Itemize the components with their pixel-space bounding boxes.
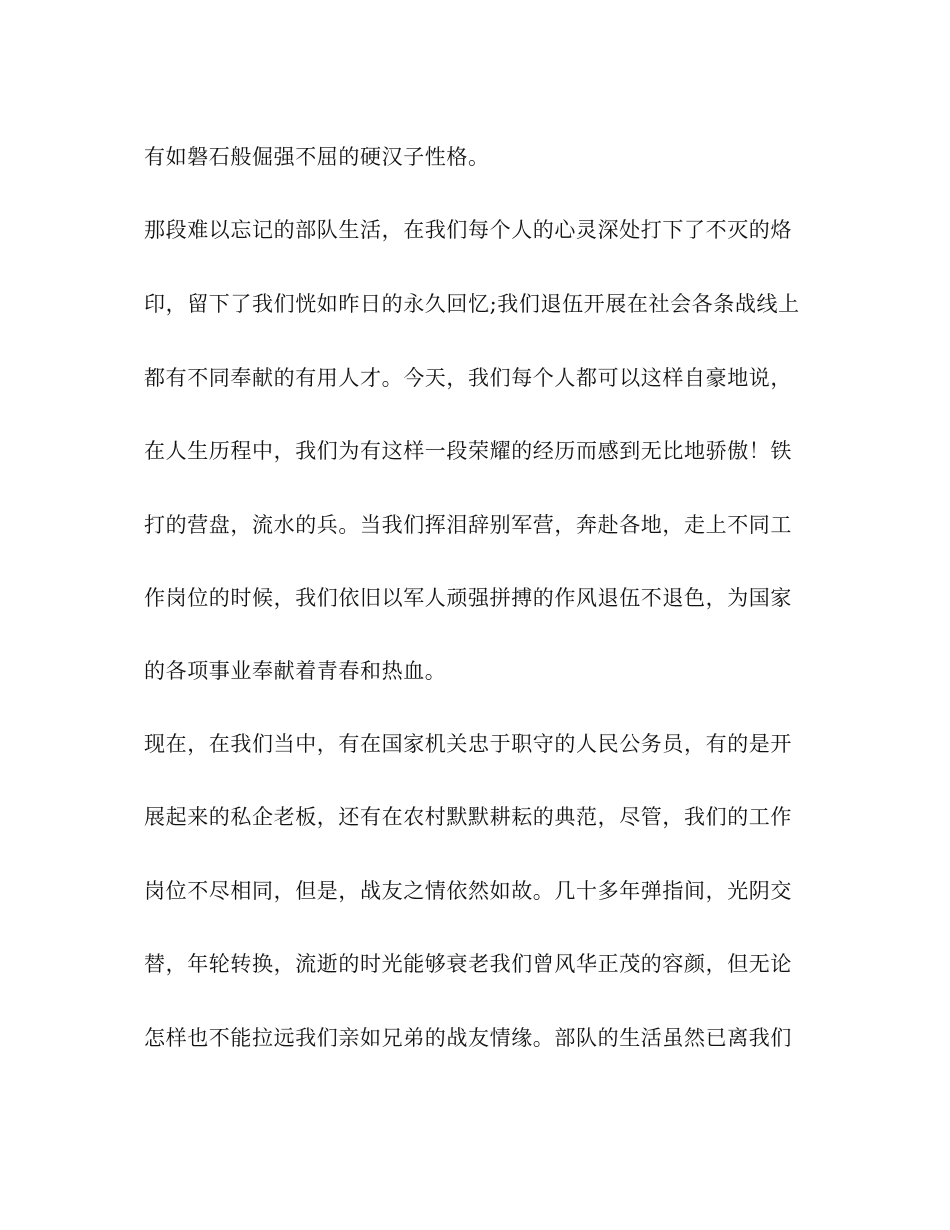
text-line: 现在，在我们当中，有在国家机关忠于职守的人民公务员，有的是开 xyxy=(144,732,792,756)
text-line: 岗位不尽相同，但是，战友之情依然如故。几十多年弹指间，光阴交 xyxy=(144,879,792,903)
text-line: 怎样也不能拉远我们亲如兄弟的战友情缘。部队的生活虽然已离我们 xyxy=(144,1026,792,1050)
text-line: 展起来的私企老板，还有在农村默默耕耘的典范，尽管，我们的工作 xyxy=(144,805,792,829)
text-line: 那段难以忘记的部队生活，在我们每个人的心灵深处打下了不灭的烙 xyxy=(144,218,792,242)
text-line: 作岗位的时候，我们依旧以军人顽强拼搏的作风退伍不退色，为国家 xyxy=(144,586,792,610)
text-line: 打的营盘，流水的兵。当我们挥泪辞别军营，奔赴各地，走上不同工 xyxy=(144,513,792,537)
text-line: 都有不同奉献的有用人才。今天，我们每个人都可以这样自豪地说， xyxy=(144,366,792,390)
text-line: 的各项事业奉献着青春和热血。 xyxy=(144,659,447,683)
text-line: 印，留下了我们恍如昨日的永久回忆;我们退伍开展在社会各条战线上 xyxy=(144,292,800,316)
text-line: 有如磐石般倔强不屈的硬汉子性格。 xyxy=(144,145,490,169)
text-line: 替，年轮转换，流逝的时光能够衰老我们曾风华正茂的容颜，但无论 xyxy=(144,952,792,976)
text-line: 在人生历程中，我们为有这样一段荣耀的经历而感到无比地骄傲！铁 xyxy=(144,439,792,463)
